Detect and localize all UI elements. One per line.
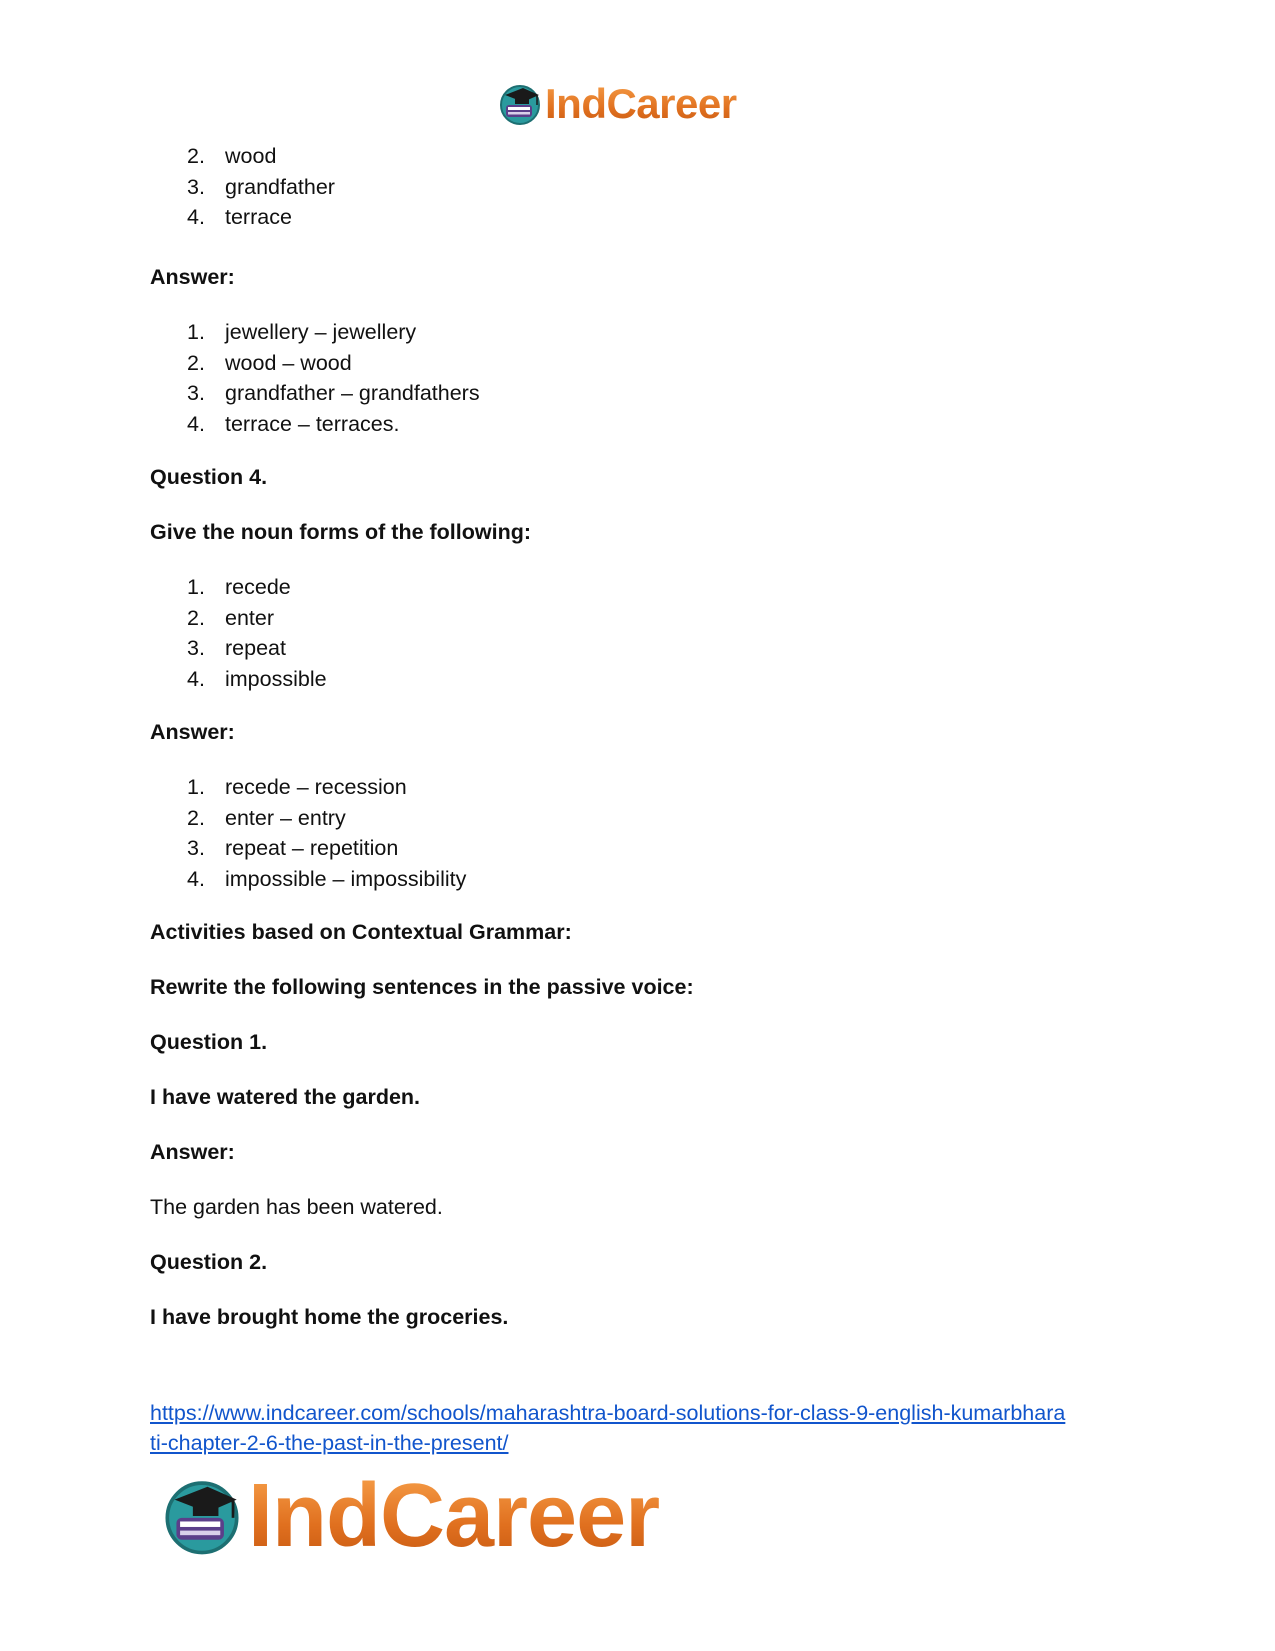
list-item: 2. wood – wood: [187, 350, 352, 375]
list-item: 3. repeat – repetition: [187, 836, 399, 860]
list-item: 3. repeat: [187, 636, 286, 660]
answer-label: Answer:: [150, 265, 235, 289]
section-instruction: Rewrite the following sentences in the passive voice:: [150, 975, 694, 999]
list-item: 2. wood: [187, 144, 277, 168]
list-item: 3. grandfather: [187, 174, 335, 199]
question-sentence: I have watered the garden.: [150, 1085, 421, 1109]
answer-label: Answer:: [150, 720, 235, 744]
section-heading: Activities based on Contextual Grammar:: [150, 920, 572, 944]
question-heading: Question 2.: [150, 1250, 268, 1274]
question-heading: Question 1.: [150, 1030, 268, 1054]
question-heading: Question 4.: [150, 465, 268, 489]
list-item: 4. terrace: [187, 205, 292, 229]
source-url-link[interactable]: https://www.indcareer.com/schools/maharashtra-board-solutions-for-class-9-english-kumarbhara ti-chapter-2-6-the-past-in-the-present/: [150, 1401, 1066, 1455]
list-item: 1. recede – recession: [187, 775, 407, 799]
list-item: 1. recede: [187, 575, 291, 599]
noun-forms-list: [150, 572, 327, 694]
list-item: 2. enter: [187, 605, 275, 630]
answer-text: The garden has been watered.: [150, 1195, 443, 1219]
graduation-cap-book-icon: [497, 81, 543, 127]
answer-list-noun-forms: [150, 772, 466, 894]
list-item: 4. terrace – terraces.: [187, 411, 400, 436]
header-logo: [497, 80, 737, 128]
list-item: 2. enter – entry: [187, 805, 346, 830]
word-list-continued: [150, 141, 335, 233]
answer-list-plurals: [150, 317, 480, 439]
answer-label: Answer:: [150, 1140, 235, 1164]
question-prompt: Give the noun forms of the following:: [150, 520, 532, 544]
list-item: 4. impossible – impossibility: [187, 866, 467, 891]
footer-logo: [160, 1465, 660, 1566]
graduation-cap-book-icon: [160, 1474, 244, 1558]
list-item: 4. impossible: [187, 666, 327, 691]
list-item: 1. jewellery – jewellery: [187, 320, 417, 344]
logo-wordmark: IndCareer: [545, 80, 737, 127]
list-item: 3. grandfather – grandfathers: [187, 381, 480, 405]
logo-wordmark: IndCareer: [248, 1465, 660, 1566]
question-sentence: I have brought home the groceries.: [150, 1305, 509, 1329]
